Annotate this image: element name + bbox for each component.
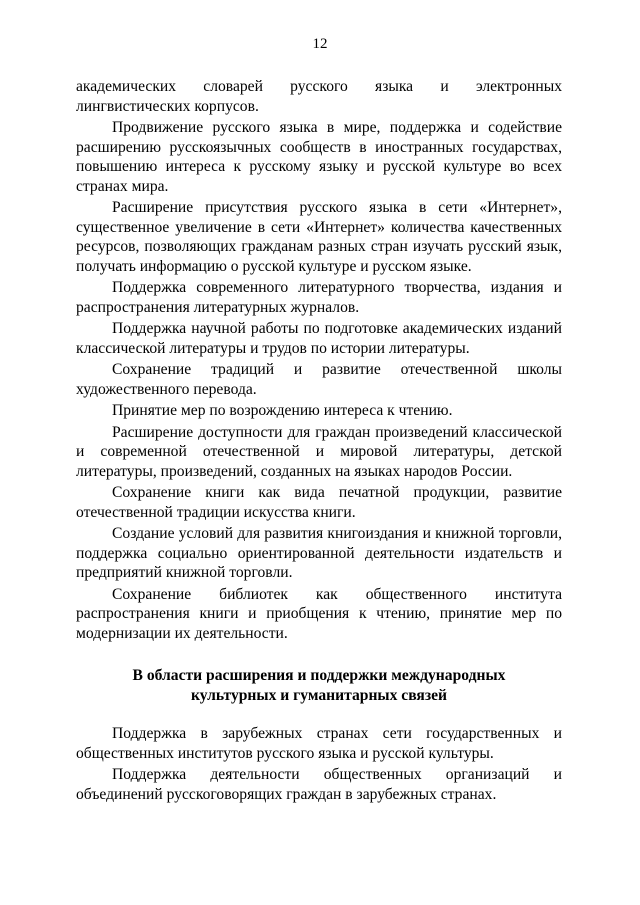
paragraph: Расширение присутствия русского языка в сети «Интернет», существенное увеличение в сети «Интернет» количества качественных ресурсов, позволяющих гражданам разных стран изучать русский язык, получать информацию о русской культуре и русском языке. (76, 199, 562, 275)
page-number: 12 (312, 36, 328, 52)
paragraph: Поддержка научной работы по подготовке академических изданий классической литературы и трудов по истории литературы. (76, 320, 562, 357)
section-heading-line: культурных и гуманитарных связей (190, 686, 448, 704)
paragraph: Поддержка современного литературного творчества, издания и распространения литературных журналов. (76, 279, 562, 316)
paragraph: Расширение доступности для граждан произведений классической и современной отечественной и мировой литературы, детской литературы, произведений, созданных на языках народов России. (76, 423, 562, 480)
section-heading-line: В области расширения и поддержки международных (132, 667, 506, 684)
paragraph: Продвижение русского языка в мире, поддержка и содействие расширению русскоязычных сообществ в иностранных государствах, повышению интереса к русскому языку и русской культуре во всех странах мира. (76, 119, 562, 195)
document-body (76, 77, 562, 804)
paragraph: Создание условий для развития книгоиздания и книжной торговли, поддержка социально ориентированной деятельности издательств и предприятий книжной торговли. (76, 525, 562, 581)
paragraph: Сохранение библиотек как общественного института распространения книги и приобщения к чтению, принятие мер по модернизации их деятельности. (76, 585, 562, 642)
paragraph: Сохранение книги как вида печатной продукции, развитие отечественной традиции искусства книги. (76, 484, 562, 521)
paragraph: Поддержка деятельности общественных организаций и объединений русскоговорящих граждан в зарубежных странах. (76, 766, 562, 803)
section-heading (76, 666, 562, 705)
paragraph: Поддержка в зарубежных странах сети государственных и общественных институтов русского языка и русской культуры. (76, 725, 562, 762)
paragraph: Сохранение традиций и развитие отечественной школы художественного перевода. (76, 361, 562, 398)
paragraph: Принятие мер по возрождению интереса к чтению. (112, 402, 453, 419)
paragraph: академических словарей русского языка и электронных лингвистических корпусов. (76, 78, 562, 115)
